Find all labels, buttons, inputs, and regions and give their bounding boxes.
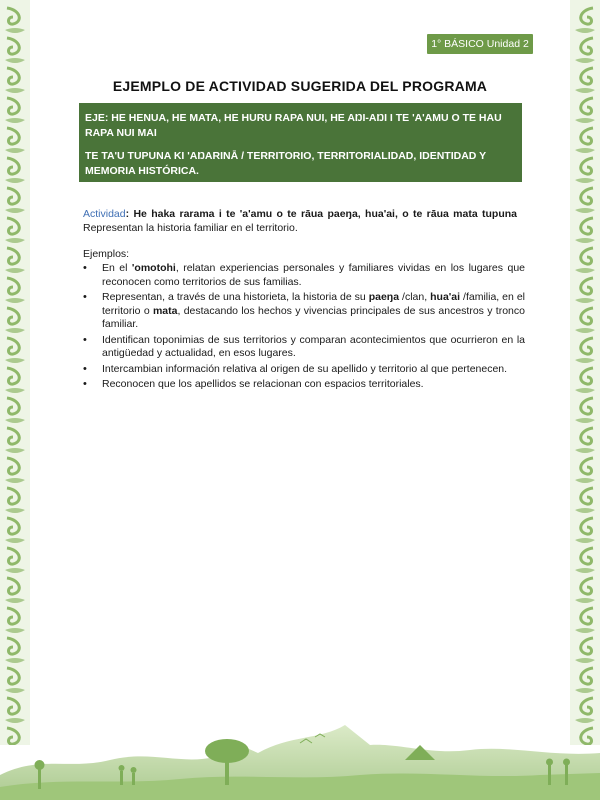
rapanui-term: paeŋa [368,291,400,303]
activity-label: Actividad [83,208,126,220]
list-item: • Reconocen que los apellidos se relacionan con espacios territoriales. [83,378,525,392]
left-decorative-border [0,0,30,745]
text-span: , relatan experiencias personales y familiares vividas en los lugares que reconocen como territorios de sus familias. [102,262,525,288]
text-span: Representan, a través de una historieta, la historia de su [102,291,369,303]
text-span: /clan, [399,291,431,303]
list-item [83,262,525,289]
eje-box [79,103,522,182]
text-span: /familia, en el territorio o [102,291,525,317]
rapanui-term: 'omotohi [131,262,176,274]
topic-line: TE TA'U TUPUNA KI 'AŊARINĀ / TERRITORIO, TERRITORIALIDAD, IDENTIDAD Y MEMORIA HISTÓRICA. [85,150,486,177]
list-item: • Intercambian información relativa al origen de su apellido y territorio al que pertenecen. [83,363,525,377]
text-span: En el [102,262,132,274]
footer-landscape-illustration [0,715,600,800]
list-item [83,291,525,332]
rapanui-term: hua'ai [430,291,461,303]
right-decorative-border [570,0,600,745]
rapanui-term: mata [152,304,178,317]
text-span: , destacando los hechos y vivencias principales de sus ancestros y tronco familiar. [102,304,525,330]
examples-heading: Ejemplos: [83,248,130,260]
activity-description: Representan la historia familiar en el territorio. [83,222,298,234]
list-item: • Identifican toponimias de sus territorios y comparan acontecimientos que ocurrieron en la antigüedad y actualidad, en esos lugares. [83,334,525,361]
activity-rapanui-phrase: He haka rarama i te 'a'amu o te rāua paeŋa, hua'ai, o te rāua mata tupuna [133,208,518,220]
examples-list [83,262,525,394]
activity-block [83,207,517,235]
grade-unit-badge: 1° BÁSICO Unidad 2 [427,34,533,54]
page-title: EJEMPLO DE ACTIVIDAD SUGERIDA DEL PROGRAMA [112,78,488,94]
activity-colon: : [125,208,134,220]
eje-line: EJE: HE HENUA, HE MATA, HE HURU RAPA NUI, HE AŊI-AŊI I TE 'A'AMU O TE HAU RAPA NUI MAI [85,112,502,139]
